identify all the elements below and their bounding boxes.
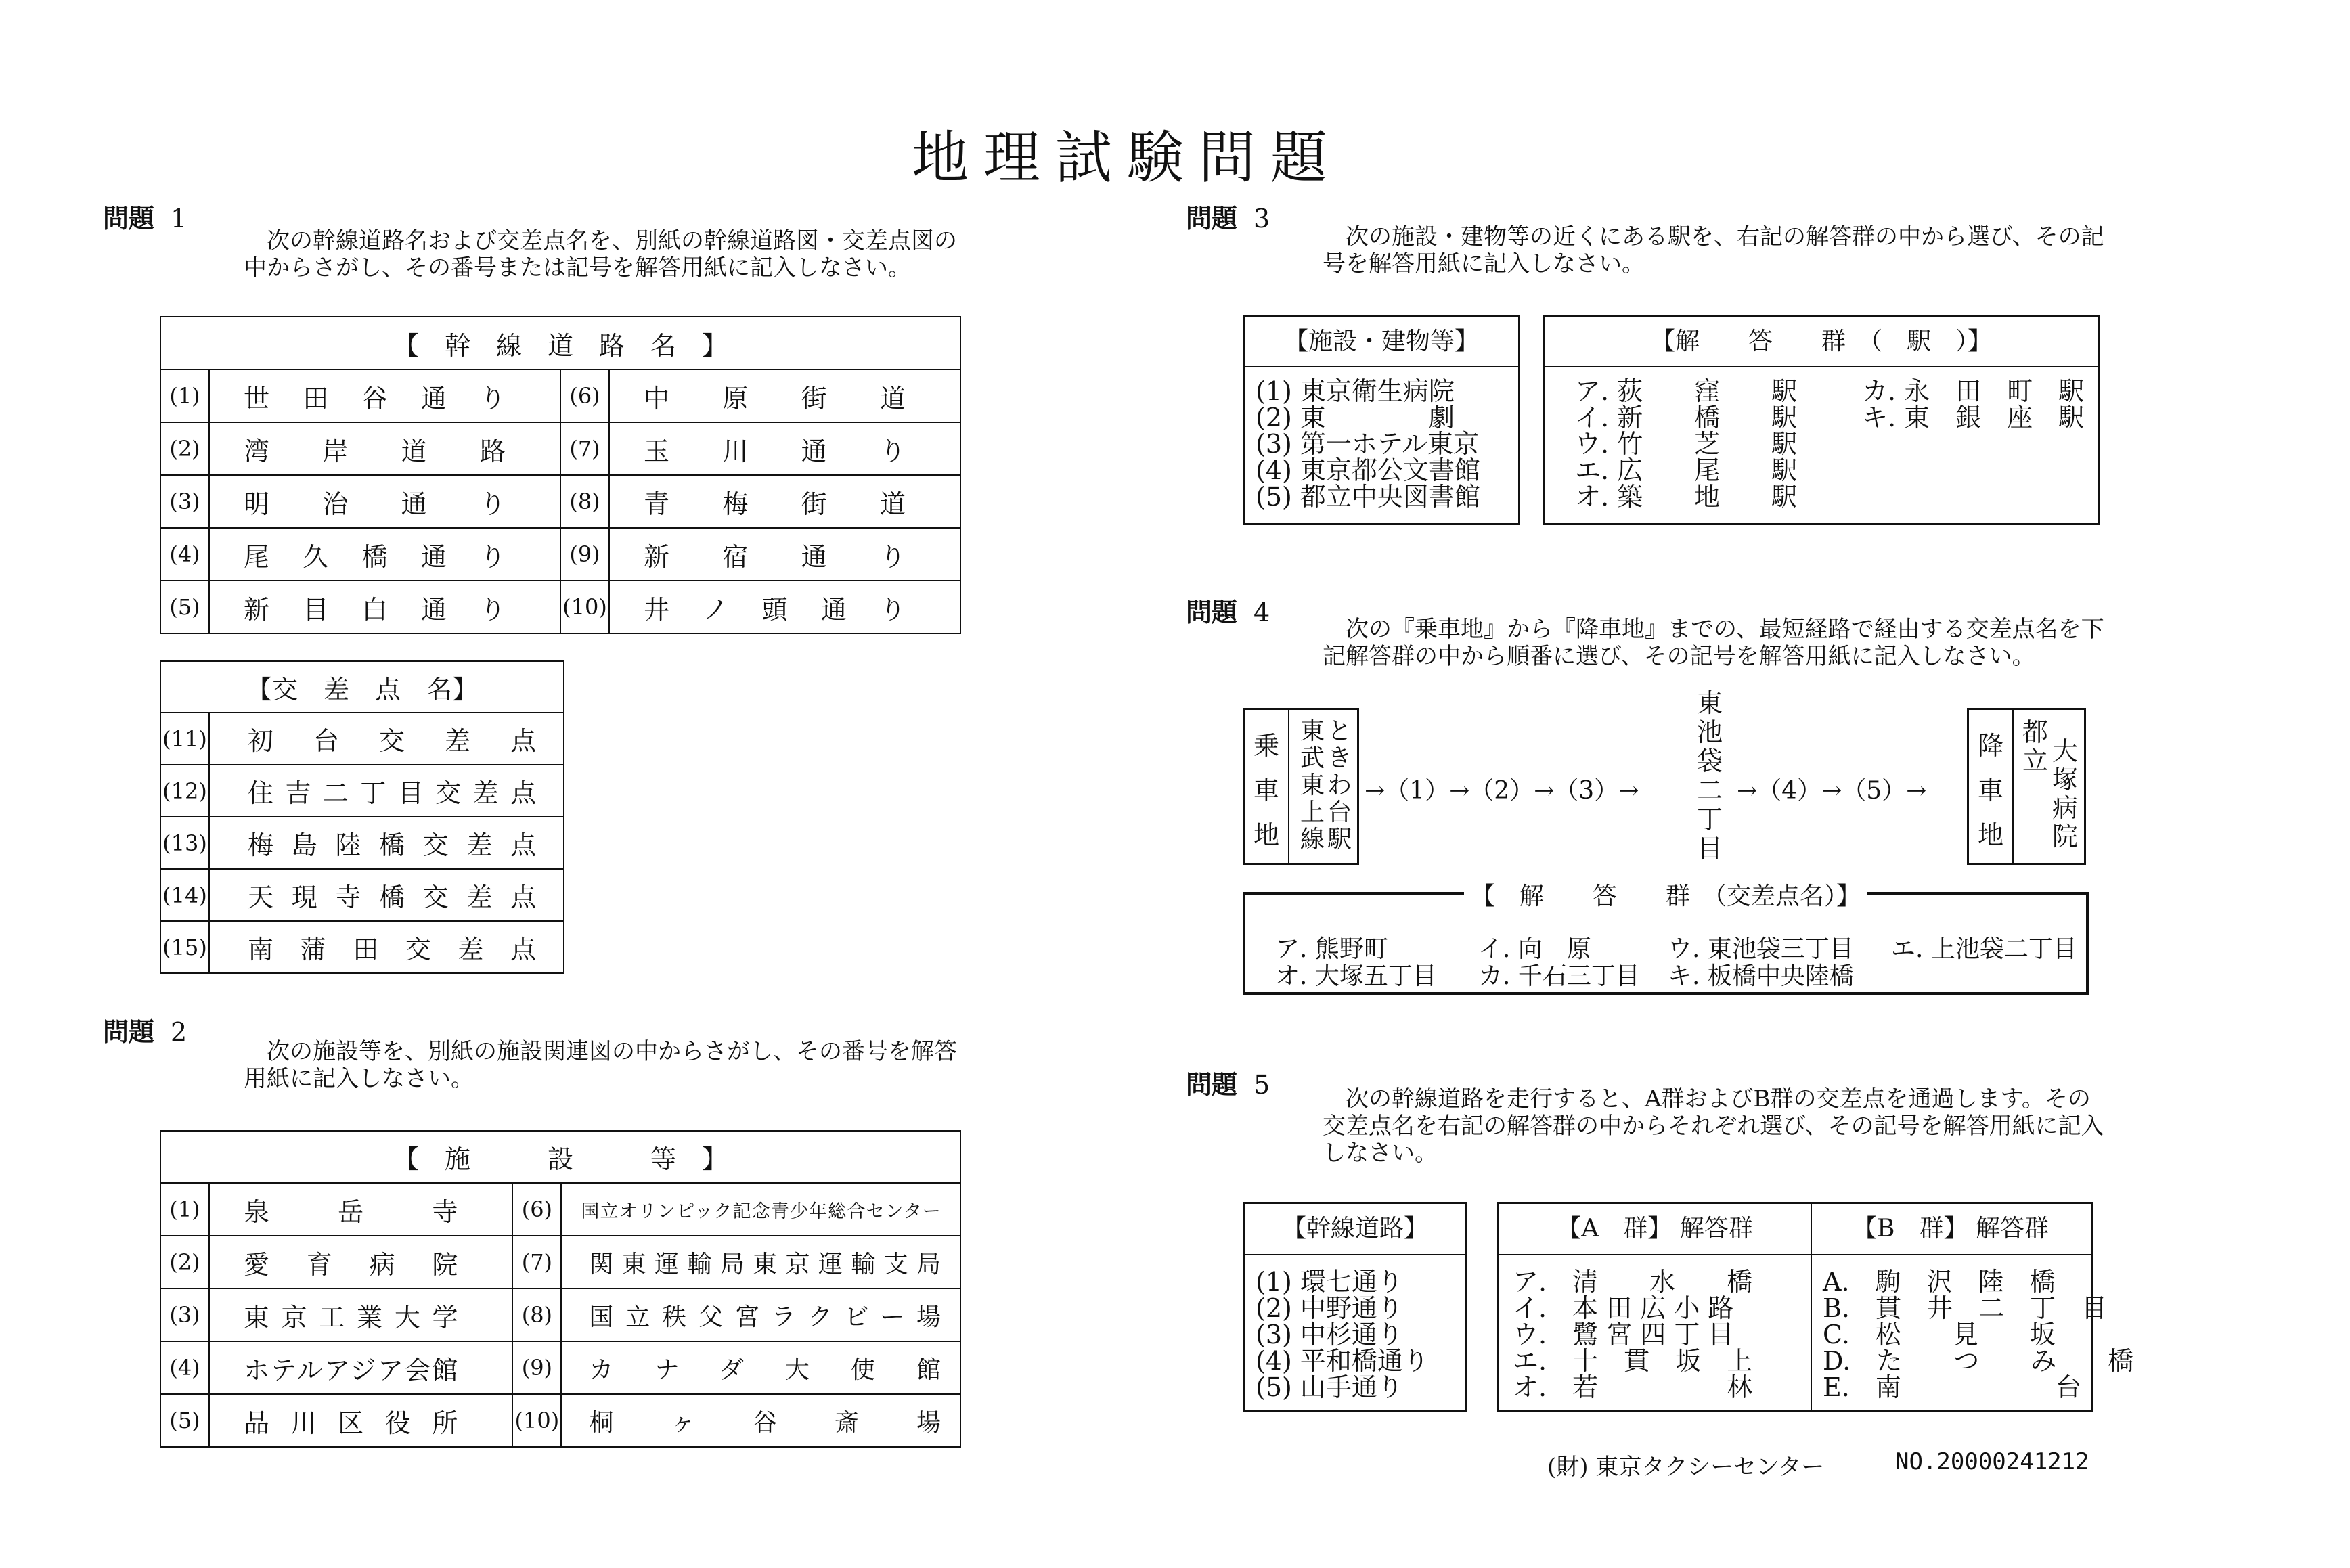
q1-crossing-num: (12) [160,765,209,817]
q5-a-list [1513,1269,1752,1401]
q4-start-place-col2: ときわ台駅 [1327,717,1352,853]
q5-road: (2) 中野通り [1256,1293,1403,1323]
q5-a-item: オ. 若 林 [1513,1372,1753,1402]
q1-road-name: 新宿通り [609,528,960,581]
q3-instruction [1323,223,2135,277]
q2-instruction-line: 次の施設等を、別紙の施設関連図の中からさがし、その番号を解答 [267,1038,957,1065]
q4-answer: ウ. 東池袋三丁目 [1668,935,1854,963]
q4-route-part1: →（1）→（2）→（3）→ [1365,777,1639,805]
q1-road-num: (3) [160,475,209,528]
q5-instruction-line: しなさい。 [1323,1140,1438,1167]
q2-item-name: 品川区役所 [209,1394,512,1447]
q1-road-name: 玉川通り [609,422,960,475]
q1-road-name: 世田谷通り [209,369,560,422]
q1-roads-header: 【 幹 線 道 路 名 】 [160,317,960,369]
q4-instruction-line: 記解答群の中から順番に選び、その記号を解答用紙に記入しなさい。 [1323,643,2035,670]
q1-instruction-line: 中からさがし、その番号または記号を解答用紙に記入しなさい。 [244,254,911,282]
q5-b-item: D. た つ み 橋 [1823,1346,2134,1376]
q1-road-name: 新目白通り [209,581,560,633]
q3-instruction-line: 号を解答用紙に記入しなさい。 [1323,250,1645,277]
q1-crossing-num: (11) [160,713,209,765]
q5-b-item: E. 南 台 [1823,1372,2081,1402]
q2-item-num: (5) [160,1394,209,1447]
q4-end-label: 降車地 [1977,731,2003,850]
q3-facility: (1) 東京衛生病院 [1256,376,1455,406]
q2-item-num: (6) [512,1183,561,1236]
q5-roads-box [1243,1202,1467,1412]
q4-end-box [1967,708,2086,865]
q3-answer: カ. 永 田 町 駅 [1862,376,2085,406]
q2-instruction-line: 用紙に記入しなさい。 [244,1065,474,1092]
q1-crossing-num: (13) [160,817,209,869]
q4-via-crossing: 東池袋二丁目 [1696,688,1723,864]
q2-item-name: 関東運輸局東京運輸支局 [561,1236,960,1289]
q3-number: 3 [1254,204,1270,233]
q2-item-name: ホテルアジア会館 [209,1341,512,1394]
q1-crossing-name: 南蒲田交差点 [209,921,564,973]
q1-road-name: 湾岸道路 [209,422,560,475]
q1-crossings-table [160,660,564,974]
q2-instruction [244,1038,1022,1092]
q5-b-list [1823,1269,2133,1401]
q5-road: (1) 環七通り [1256,1267,1403,1297]
q5-a-item: エ. 十 貫 坂 上 [1513,1346,1753,1376]
q2-item-num: (3) [160,1289,209,1341]
q4-route-part2: →（4）→（5）→ [1737,777,1927,805]
q5-b-item: C. 松 見 坂 [1823,1320,2056,1349]
q3-label: 問題 [1186,204,1238,233]
q3-facility: (4) 東京都公文書館 [1256,455,1480,485]
q4-answer: キ. 板橋中央陸橋 [1668,962,1854,990]
q2-item-num: (1) [160,1183,209,1236]
q4-number: 4 [1254,598,1270,627]
q5-label: 問題 [1186,1070,1238,1100]
q1-crossing-name: 天現寺橋交差点 [209,869,564,921]
q3-answer: エ. 広 尾 駅 [1575,455,1798,485]
q1-road-num: (5) [160,581,209,633]
q3-instruction-line: 次の施設・建物等の近くにある駅を、右記の解答群の中から選び、その記 [1346,223,2104,250]
q4-answer: オ. 大塚五丁目 [1275,962,1437,990]
q3-facilities-box [1243,315,1520,525]
q2-item-num: (10) [512,1394,561,1447]
q2-item-name: カナダ大使館 [561,1341,960,1394]
q1-heading [103,198,187,235]
q5-road: (5) 山手通り [1256,1372,1403,1402]
q4-instruction [1323,616,2135,670]
q4-end-place-col1: 都立 [2022,717,2048,776]
q2-item-num: (9) [512,1341,561,1394]
footer-organization: (財) 東京タクシーセンター [1547,1454,1825,1481]
q2-item-name: 桐ヶ谷斎場 [561,1394,960,1447]
q3-facility: (5) 都立中央図書館 [1256,482,1480,512]
q4-answer: イ. 向 原 [1478,935,1591,963]
q5-number: 5 [1254,1070,1270,1100]
q2-heading [103,1011,187,1048]
q1-road-num: (8) [560,475,609,528]
q1-instruction [244,227,1022,282]
q3-answer: キ. 東 銀 座 駅 [1862,403,2085,432]
q3-answer: ウ. 竹 芝 駅 [1575,429,1798,459]
q2-item-name: 愛育病院 [209,1236,512,1289]
q3-answers-header: 【解 答 群 （ 駅 ）】 [1545,317,2098,367]
q3-facility: (2) 東 劇 [1256,403,1455,432]
q4-instruction-line: 次の『乗車地』から『降車地』までの、最短経路で経由する交差点名を下 [1346,616,2104,643]
q3-facilities-header: 【施設・建物等】 [1245,317,1518,367]
q3-answers-box [1543,315,2100,525]
q5-answers-box [1497,1202,2134,1412]
q3-answer: イ. 新 橋 駅 [1575,403,1798,432]
q2-item-num: (4) [160,1341,209,1394]
q5-b-header: 【B 群】 解答群 [1811,1204,2091,1255]
page-title: 地理試験問題 [911,125,1342,191]
q2-item-num: (7) [512,1236,561,1289]
q1-crossing-name: 初台交差点 [209,713,564,765]
q4-end-place-col2: 大塚病院 [2052,736,2078,851]
q5-a-item: イ. 本 田 広 小 路 [1513,1293,1734,1323]
q1-crossing-name: 住吉二丁目交差点 [209,765,564,817]
q4-answers-header: 【 解 答 群 （交差点名）】 [1464,882,1867,910]
q5-roads-header: 【幹線道路】 [1245,1204,1465,1255]
q5-road: (4) 平和橋通り [1256,1346,1429,1376]
q2-item-name: 国立秩父宮ラクビー場 [561,1289,960,1341]
q5-heading [1186,1064,1270,1101]
q3-facility: (3) 第一ホテル東京 [1256,429,1480,459]
q1-crossing-num: (14) [160,869,209,921]
q2-number: 2 [171,1017,187,1047]
q4-answer: カ. 千石三丁目 [1478,962,1640,990]
q5-b-item: A. 駒 沢 陸 橋 [1823,1267,2056,1297]
q1-roads-table [160,316,961,634]
q1-road-name: 中原街道 [609,369,960,422]
q5-instruction-line: 次の幹線道路を走行すると、A群およびB群の交差点を通過します。その [1346,1085,2091,1113]
q5-roads-list [1256,1269,1429,1401]
q3-heading [1186,198,1270,235]
q3-answer: オ. 築 地 駅 [1575,482,1798,512]
q5-instruction-line: 交差点名を右記の解答群の中からそれぞれ選び、その記号を解答用紙に記入 [1323,1113,2104,1140]
q5-b-item: B. 貫 井 二 丁 目 [1823,1293,2108,1323]
q2-item-num: (2) [160,1236,209,1289]
q1-label: 問題 [103,204,155,233]
q2-item-name: 泉岳寺 [209,1183,512,1236]
q4-heading [1186,591,1270,629]
q1-road-name: 井ノ頭通り [609,581,960,633]
q3-facilities-list [1256,378,1480,510]
q5-road: (3) 中杉通り [1256,1320,1403,1349]
q1-road-num: (9) [560,528,609,581]
q4-start-place-col1: 東武東上線 [1300,717,1325,853]
q3-answer: ア. 荻 窪 駅 [1575,376,1798,406]
q1-road-num: (1) [160,369,209,422]
q5-a-header: 【A 群】 解答群 [1499,1204,1811,1255]
q1-instruction-line: 次の幹線道路名および交差点名を、別紙の幹線道路図・交差点図の [267,227,957,254]
q1-road-name: 青梅街道 [609,475,960,528]
q1-road-num: (7) [560,422,609,475]
q1-number: 1 [171,204,187,233]
q4-answers-row2 [1275,957,1854,991]
q1-crossing-num: (15) [160,921,209,973]
q2-facilities-table [160,1130,961,1448]
q2-item-name: 国立オリンピック記念青少年総合センター [561,1183,960,1236]
q1-road-name: 尾久橋通り [209,528,560,581]
q5-instruction [1323,1085,2135,1167]
q2-item-num: (8) [512,1289,561,1341]
q1-road-num: (4) [160,528,209,581]
q4-label: 問題 [1186,598,1238,627]
q1-crossing-name: 梅島陸橋交差点 [209,817,564,869]
q2-label: 問題 [103,1017,155,1047]
q1-road-name: 明治通り [209,475,560,528]
q4-answer: エ. 上池袋二丁目 [1891,935,2077,963]
q5-a-item: ウ. 鷺 宮 四 丁 目 [1513,1320,1734,1349]
q3-answers-right [1862,378,2084,431]
q4-start-label: 乗車地 [1253,731,1279,850]
footer-document-number: NO.20000241212 [1895,1448,2089,1475]
q4-answers-box [1243,882,2089,995]
q1-road-num: (10) [560,581,609,633]
q2-header: 【 施 設 等 】 [160,1131,960,1183]
q5-a-item: ア. 清 水 橋 [1513,1267,1753,1297]
q1-road-num: (6) [560,369,609,422]
q3-answers-left [1575,378,1797,510]
q1-crossings-header: 【交 差 点 名】 [160,661,564,713]
q4-answer: ア. 熊野町 [1275,935,1388,963]
q4-start-box [1243,708,1359,865]
q2-item-name: 東京工業大学 [209,1289,512,1341]
q1-road-num: (2) [160,422,209,475]
